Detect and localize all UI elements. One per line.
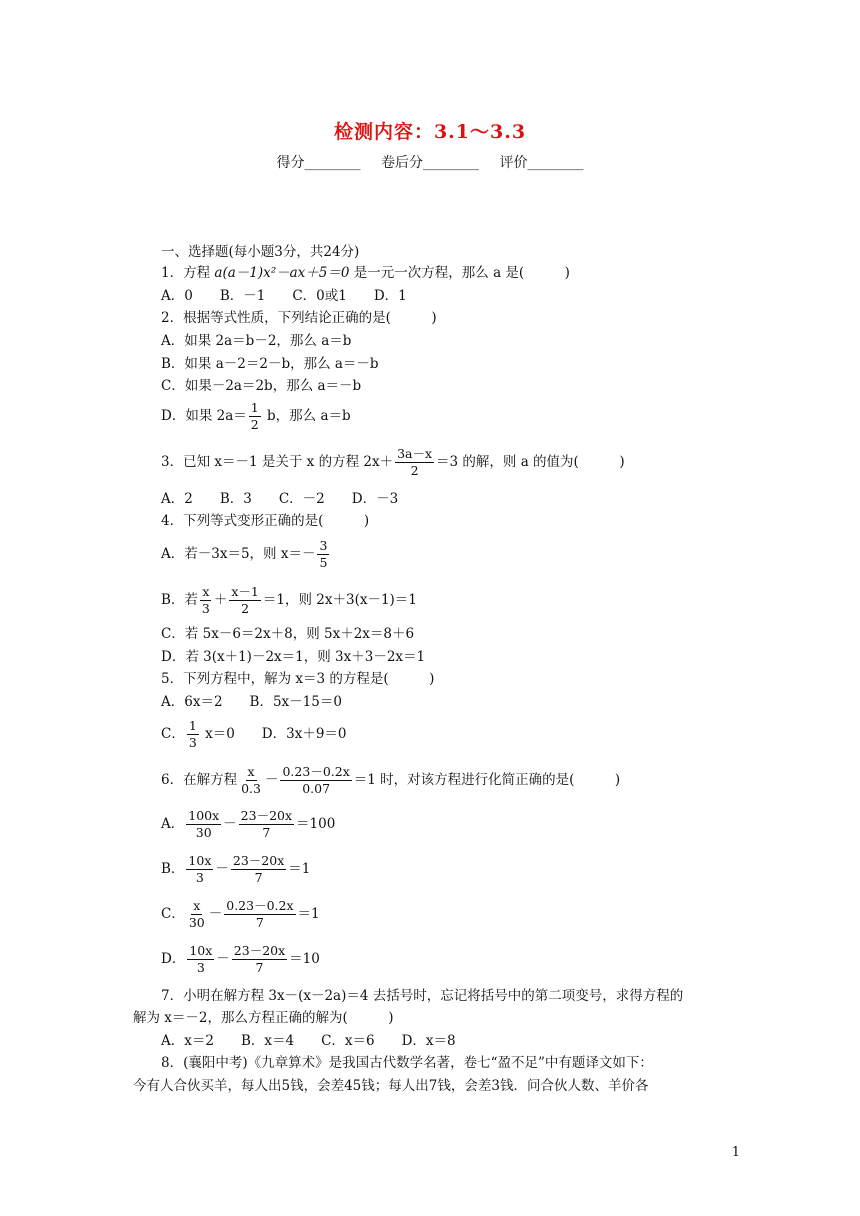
frac-den: 2	[241, 601, 250, 616]
q4-b-post: ＝1，则 2x＋3(x－1)＝1	[262, 592, 417, 608]
q4-a-pre: A．若－3x＝5，则 x＝－	[161, 546, 316, 562]
q4-option-d: D．若 3(x＋1)－2x＝1，则 3x＋3－2x＝1	[161, 649, 426, 665]
q2-option-b: B．如果 a－2＝2－b，那么 a＝－b	[161, 356, 379, 372]
q7-line-1: 7．小明在解方程 3x－(x－2a)＝4 去括号时，忘记将括号中的第二项变号，求得方程的	[161, 988, 684, 1004]
q6-minus: －	[264, 772, 279, 788]
q1-pre: 1．方程	[161, 265, 215, 281]
q6-option-b: B． $\frac{10x}{3}$ － $\frac{23-20x}{7}$ ＝1	[161, 853, 311, 885]
frac-den: 3	[201, 601, 210, 616]
q4-b-fraction-2	[229, 584, 261, 617]
q4-option-b	[161, 584, 417, 617]
q6-fraction-1	[239, 764, 263, 797]
q5-c-fraction	[187, 718, 199, 751]
q4-b-fraction-1	[200, 584, 212, 617]
q6-fraction-2	[280, 764, 351, 797]
q3-stem	[161, 446, 625, 479]
frac-num: 3	[319, 538, 328, 553]
frac-den: 0.3	[241, 781, 261, 796]
q5-c-post: x＝0 D．3x＋9＝0	[200, 726, 347, 742]
q1-post: 是一元一次方程，那么 a 是( )	[349, 265, 570, 281]
frac-den: 0.07	[302, 781, 331, 796]
q4-a-fraction	[317, 538, 329, 571]
q2-option-d	[161, 400, 351, 433]
q5-stem: 5．下列方程中，解为 x＝3 的方程是( )	[161, 671, 435, 687]
q4-stem: 4．下列等式变形正确的是( )	[161, 513, 370, 529]
frac-den: 2	[250, 417, 259, 432]
q4-option-c: C．若 5x－6＝2x＋8，则 5x＋2x＝8＋6	[161, 626, 415, 642]
q3-options: A．2 B．3 C．－2 D．－3	[161, 491, 399, 507]
q6-option-d: D． $\frac{10x}{3}$ － $\frac{23-20x}{7}$ ＝10	[161, 943, 320, 975]
frac-den: 2	[410, 463, 419, 478]
frac-den: 5	[319, 555, 328, 570]
q4-b-plus: ＋	[213, 592, 228, 608]
q6-option-a: A． $\frac{100x}{30}$ － $\frac{23-20x}{7}$ ＝100	[161, 808, 336, 840]
frac-num: x	[202, 584, 210, 599]
frac-num: 0.23－0.2x	[282, 764, 350, 779]
frac-num: x	[247, 764, 255, 779]
q1-equation: a(a－1)x²－ax＋5＝0	[214, 265, 350, 281]
after-score-field: 卷后分________	[381, 155, 479, 171]
q6-pre: 6．在解方程	[161, 772, 238, 788]
frac-num: x－1	[231, 584, 259, 599]
q2-stem: 2．根据等式性质，下列结论正确的是( )	[161, 310, 437, 326]
q6-stem	[161, 764, 620, 797]
frac-den: 3	[188, 735, 197, 750]
score-bar	[0, 152, 860, 172]
q7-line-2: 解为 x＝－2，那么方程正确的解为( )	[133, 1010, 394, 1026]
q3-fraction	[395, 446, 434, 479]
q4-option-a	[161, 538, 331, 571]
q2-option-a: A．如果 2a＝b－2，那么 a＝b	[161, 333, 352, 349]
frac-num: 1	[250, 400, 259, 415]
q7-options: A．x＝2 B．x＝4 C．x＝6 D．x＝8	[161, 1033, 456, 1049]
q8-line-1: 8．(襄阳中考)《九章算术》是我国古代数学名著，卷七“盈不足”中有题译文如下：	[161, 1055, 653, 1071]
evaluation-field: 评价________	[499, 155, 584, 171]
q1-options: A．0 B．－1 C．0或1 D．1	[161, 288, 407, 304]
q2-d-fraction	[249, 400, 261, 433]
q3-pre: 3．已知 x＝－1 是关于 x 的方程 2x＋	[161, 454, 394, 470]
score-field: 得分________	[276, 155, 361, 171]
section-heading: 一、选择题(每小题3分，共24分)	[161, 244, 360, 260]
page-number: 1	[731, 1145, 740, 1160]
frac-num: 3a－x	[397, 446, 433, 461]
q2-d-pre: D．如果 2a＝	[161, 408, 247, 424]
q4-b-pre: B．若	[161, 592, 198, 608]
q8-line-2: 今有人合伙买羊，每人出5钱，会差45钱；每人出7钱，会差3钱．问合伙人数、羊价各	[133, 1078, 649, 1094]
q6-option-c: C． $\frac{x}{30}$ － $\frac{0.23-0.2x}{7}$ ＝1	[161, 898, 320, 930]
q3-post: ＝3 的解，则 a 的值为( )	[436, 454, 625, 470]
q5-options-cd	[161, 718, 347, 751]
q6-post: ＝1 时，对该方程进行化简正确的是( )	[353, 772, 621, 788]
q5-c-pre: C．	[161, 726, 185, 742]
frac-num: 1	[188, 718, 197, 733]
q2-option-c: C．如果－2a＝2b，那么 a＝－b	[161, 378, 362, 394]
q1-stem	[161, 264, 570, 282]
q2-d-post: b，那么 a＝b	[262, 408, 351, 424]
q5-options-ab: A．6x＝2 B．5x－15＝0	[161, 694, 342, 710]
page-title: 检测内容：3.1～3.3	[333, 121, 527, 143]
